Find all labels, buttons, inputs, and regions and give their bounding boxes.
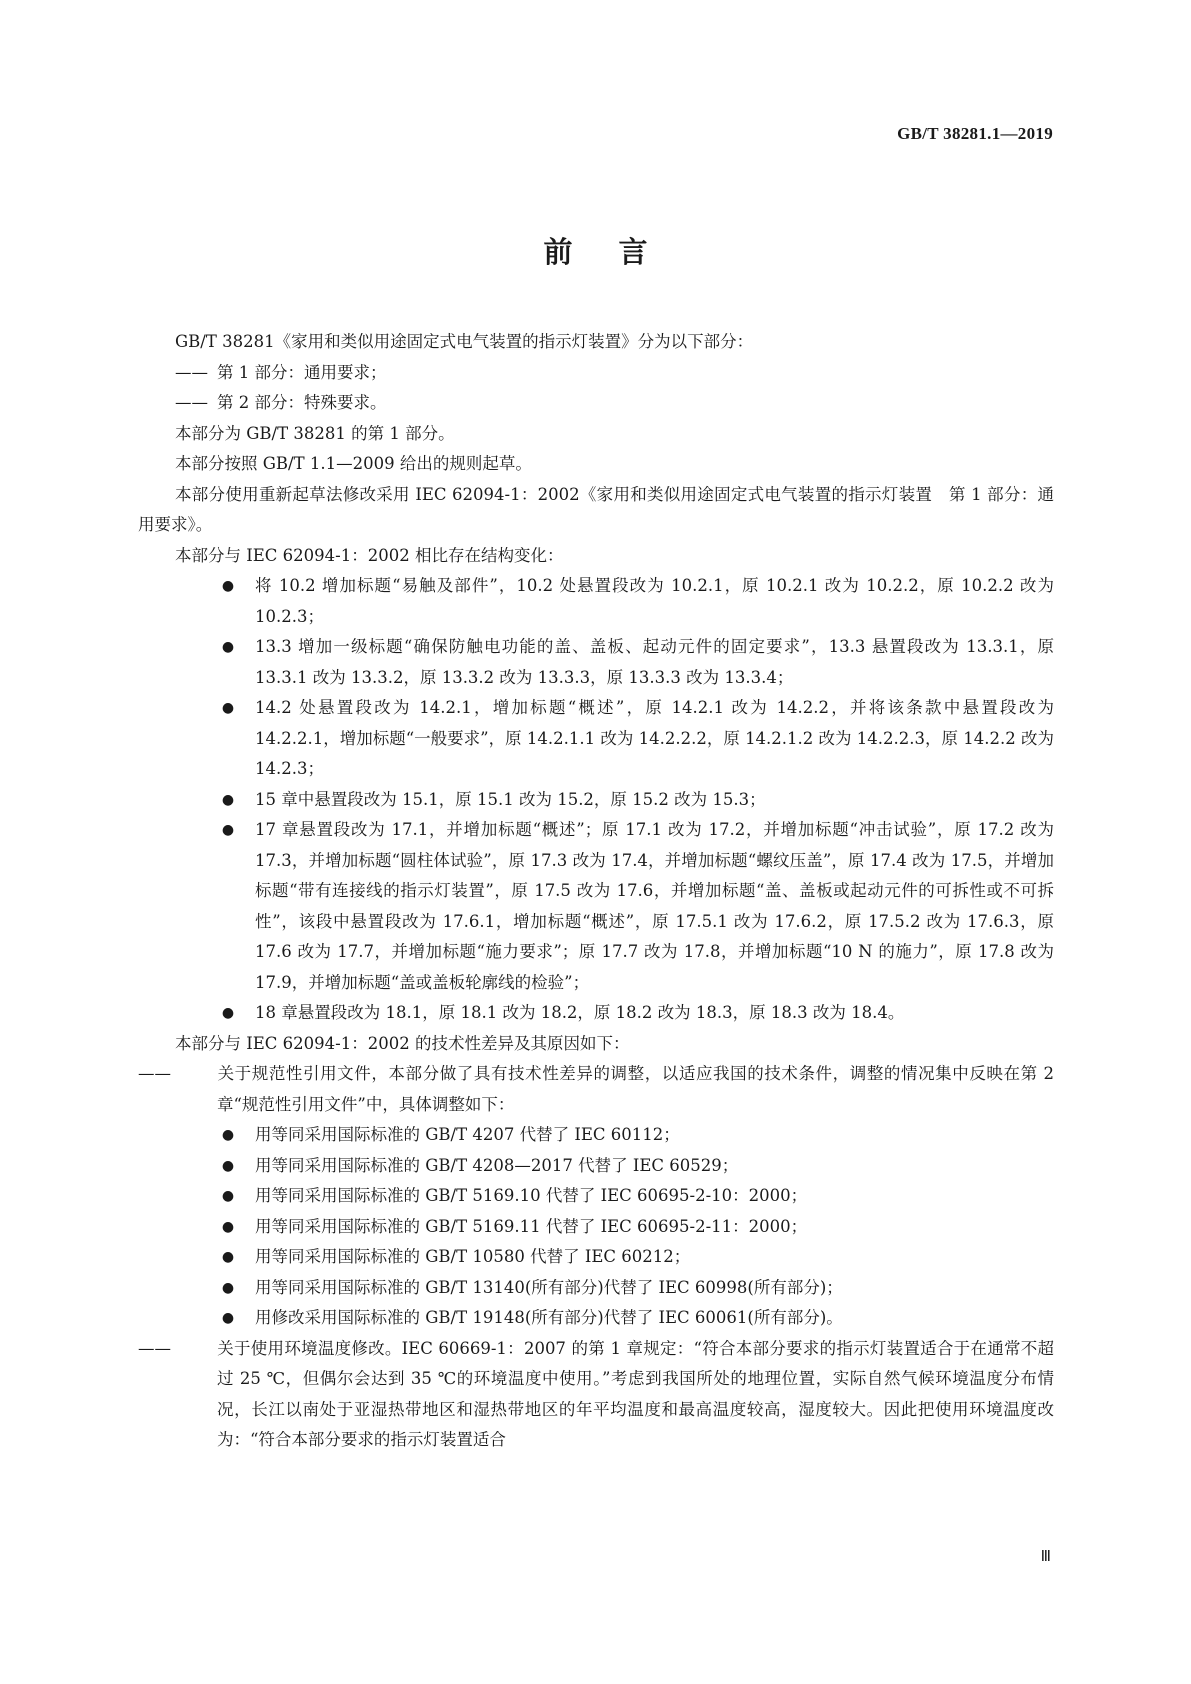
paragraph: 本部分为 GB/T 38281 的第 1 部分。 — [175, 423, 455, 443]
list-item: ● 用修改采用国际标准的 GB/T 19148(所有部分)代替了 IEC 60061(所有部分)。 — [138, 1303, 1054, 1334]
paragraph: 本部分使用重新起草法修改采用 IEC 62094-1：2002《家用和类似用途固定式电气装置的指示灯装置 第 1 部分：通用要求》。 — [138, 484, 1054, 534]
list-item: ● 用等同采用国际标准的 GB/T 5169.11 代替了 IEC 60695-2-11：2000； — [138, 1212, 1054, 1243]
paragraph: GB/T 38281《家用和类似用途固定式电气装置的指示灯装置》分为以下部分： — [175, 332, 754, 351]
bullet-icon: ● — [221, 1279, 235, 1296]
bullet-icon: ● — [221, 1310, 235, 1326]
bullet-icon: ● — [221, 791, 235, 808]
dash-item: —— 关于使用环境温度修改。IEC 60669-1：2007 的第 1 章规定：“符合本部分要求的指示灯装置适合于在通常不超过 25 ℃，但偶尔会达到 35 ℃的环境温度中使用。”考虑到我国所处的地理位置，实际自然气候环境温度分布情况，长江以南处于亚湿热带地区和湿热带地区的年平均温度和最高温度较高，湿度较大。因此把使用环境温度改为：“符合本部分要求的指示灯装置适合 — [138, 1338, 1054, 1449]
bullet-icon: ● — [221, 1188, 235, 1204]
list-item: ● 将 10.2 增加标题“易触及部件”，10.2 处悬置段改为 10.2.1，原 10.2.1 改为 10.2.2，原 10.2.2 改为 10.2.3； — [138, 571, 1054, 632]
standard-code: GB/T 38281.1—2019 — [897, 124, 1053, 143]
bullet-icon: ● — [221, 1218, 235, 1235]
bullet-icon: ● — [221, 1157, 235, 1174]
list-item: ● 用等同采用国际标准的 GB/T 4207 代替了 IEC 60112； — [138, 1120, 1054, 1151]
paragraph: 本部分与 IEC 62094-1：2002 相比存在结构变化： — [175, 545, 564, 565]
document-body — [138, 327, 1054, 1456]
bullet-icon: ● — [221, 700, 235, 716]
list-item: ● 用等同采用国际标准的 GB/T 5169.10 代替了 IEC 60695-2-10：2000； — [138, 1181, 1054, 1212]
bullet-icon: ● — [221, 578, 235, 594]
dash-item: —— 第 1 部分：通用要求； — [175, 362, 387, 382]
bullet-icon: ● — [221, 1005, 235, 1021]
bullet-icon: ● — [221, 1249, 235, 1265]
bullet-icon: ● — [221, 822, 235, 838]
list-item: ● 用等同采用国际标准的 GB/T 4208—2017 代替了 IEC 60529； — [138, 1151, 1054, 1182]
paragraph: 本部分与 IEC 62094-1：2002 的技术性差异及其原因如下： — [175, 1033, 630, 1053]
paragraph: 本部分按照 GB/T 1.1—2009 给出的规则起草。 — [175, 454, 532, 473]
list-item: ● 用等同采用国际标准的 GB/T 13140(所有部分)代替了 IEC 60998(所有部分)； — [138, 1273, 1054, 1304]
dash-item: —— 第 2 部分：特殊要求。 — [175, 393, 387, 412]
bullet-icon: ● — [221, 639, 235, 655]
page-title: 前言 — [543, 235, 694, 269]
bullet-icon: ● — [221, 1127, 235, 1143]
list-item: ● 14.2 处悬置段改为 14.2.1，增加标题“概述”，原 14.2.1 改为 14.2.2，并将该条款中悬置段改为 14.2.2.1，增加标题“一般要求”，原 14.2.1.1 改为 14.2.2.2，原 14.2.1.2 改为 14.2.2.3，原 14.2.2 改为 14.2.3； — [138, 693, 1054, 785]
list-item: ● 用等同采用国际标准的 GB/T 10580 代替了 IEC 60212； — [138, 1242, 1054, 1273]
list-item: ● 18 章悬置段改为 18.1，原 18.1 改为 18.2，原 18.2 改为 18.3，原 18.3 改为 18.4。 — [138, 998, 1054, 1029]
dash-item: —— 关于规范性引用文件，本部分做了具有技术性差异的调整，以适应我国的技术条件，调整的情况集中反映在第 2 章“规范性引用文件”中，具体调整如下： — [138, 1064, 1054, 1114]
list-item: ● 15 章中悬置段改为 15.1，原 15.1 改为 15.2，原 15.2 改为 15.3； — [138, 785, 1054, 816]
list-item: ● 13.3 增加一级标题“确保防触电功能的盖、盖板、起动元件的固定要求”，13.3 悬置段改为 13.3.1，原 13.3.1 改为 13.3.2，原 13.3.2 改为 13.3.3，原 13.3.3 改为 13.3.4； — [138, 632, 1054, 693]
page-number: Ⅲ — [1040, 1549, 1051, 1565]
list-item: ● 17 章悬置段改为 17.1，并增加标题“概述”；原 17.1 改为 17.2，并增加标题“冲击试验”，原 17.2 改为 17.3，并增加标题“圆柱体试验”，原 17.3 改为 17.4，并增加标题“螺纹压盖”，原 17.4 改为 17.5，并增加标题“带有连接线的指示灯装置”，原 17.5 改为 17.6，并增加标题“盖、盖板或起动元件的可拆性或不可拆性”，该段中悬置段改为 17.6.1，增加标题“概述”，原 17.5.1 改为 17.6.2，原 17.5.2 改为 17.6.3，原 17.6 改为 17.7，并增加标题“施力要求”；原 17.7 改为 17.8，并增加标题“10 N 的施力”，原 17.8 改为 17.9，并增加标题“盖或盖板轮廓线的检验”； — [138, 815, 1054, 998]
